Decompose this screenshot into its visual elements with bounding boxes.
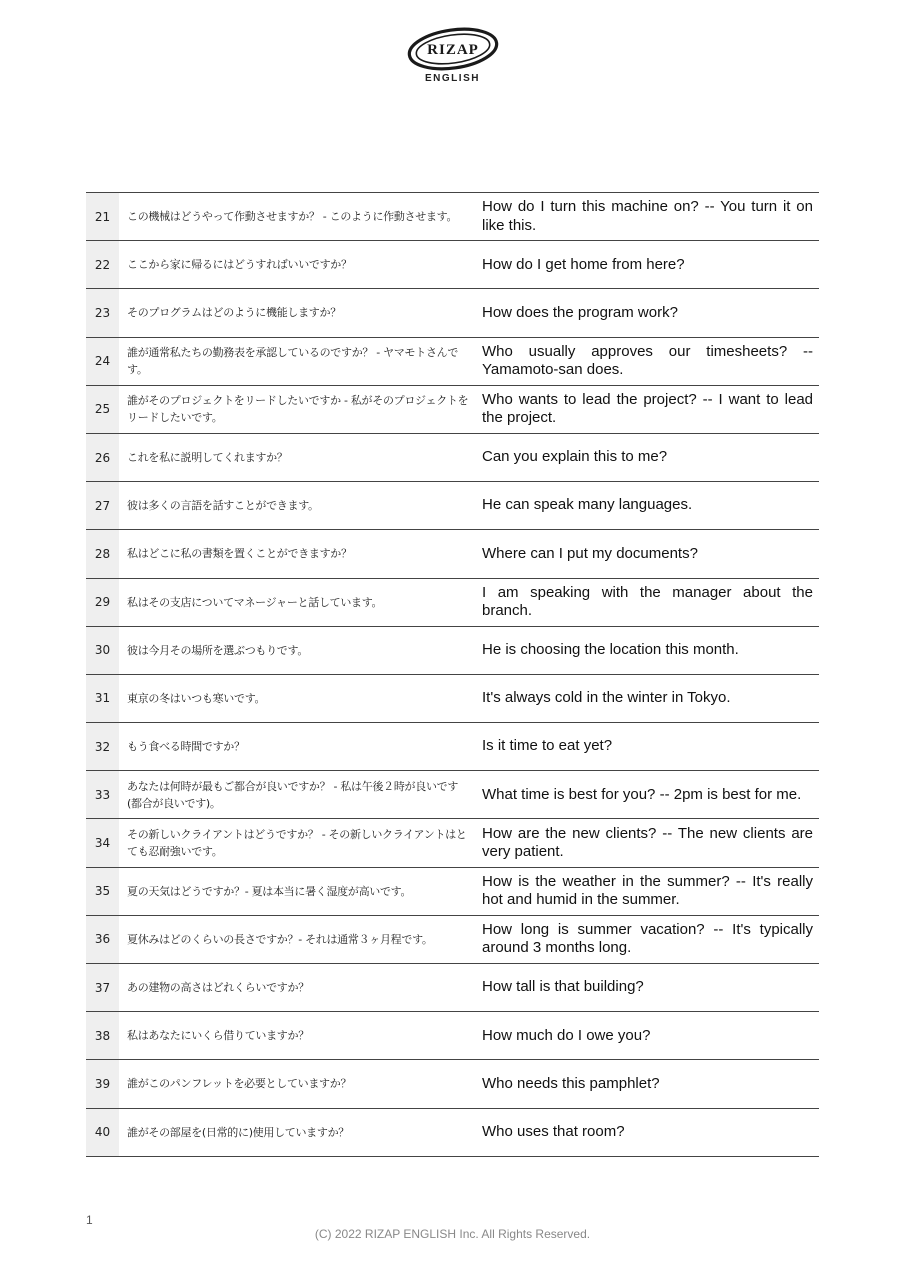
japanese-sentence: その新しいクライアントはどうですか？ - その新しいクライアントはとても忍耐強いです。 xyxy=(119,819,478,867)
table-row xyxy=(86,289,819,337)
english-sentence: Who needs this pamphlet? xyxy=(478,1060,819,1108)
english-sentence: Who wants to lead the project? -- I want to lead the project. xyxy=(478,385,819,433)
japanese-sentence: 夏休みはどのくらいの長さですか？- それは通常３ヶ月程です。 xyxy=(119,915,478,963)
phrase-table xyxy=(86,192,819,1157)
row-number: 38 xyxy=(86,1012,119,1060)
row-number: 23 xyxy=(86,289,119,337)
page-number: 1 xyxy=(86,1213,93,1227)
row-number: 27 xyxy=(86,482,119,530)
english-sentence: How do I turn this machine on? -- You turn it on like this. xyxy=(478,193,819,241)
table-row xyxy=(86,867,819,915)
row-number: 24 xyxy=(86,337,119,385)
japanese-sentence: もう食べる時間ですか？ xyxy=(119,723,478,771)
english-sentence: How much do I owe you? xyxy=(478,1012,819,1060)
phrase-table-body xyxy=(86,193,819,1157)
brand-logo xyxy=(0,26,905,84)
english-sentence: Can you explain this to me? xyxy=(478,433,819,481)
japanese-sentence: 誰がその部屋を(日常的に)使用していますか？ xyxy=(119,1108,478,1156)
table-row xyxy=(86,193,819,241)
row-number: 28 xyxy=(86,530,119,578)
table-row xyxy=(86,723,819,771)
japanese-sentence: 夏の天気はどうですか？- 夏は本当に暑く湿度が高いです。 xyxy=(119,867,478,915)
japanese-sentence: あなたは何時が最もご都合が良いですか？ - 私は午後２時が良いです(都合が良いです)。 xyxy=(119,771,478,819)
japanese-sentence: 誰がそのプロジェクトをリードしたいですか - 私がそのプロジェクトをリードしたいです。 xyxy=(119,385,478,433)
japanese-sentence: ここから家に帰るにはどうすればいいですか？ xyxy=(119,241,478,289)
table-row xyxy=(86,915,819,963)
english-sentence: How are the new clients? -- The new clients are very patient. xyxy=(478,819,819,867)
table-row xyxy=(86,964,819,1012)
japanese-sentence: 私はその支店についてマネージャーと話しています。 xyxy=(119,578,478,626)
table-row xyxy=(86,337,819,385)
japanese-sentence: そのプログラムはどのように機能しますか？ xyxy=(119,289,478,337)
japanese-sentence: 彼は今月その場所を選ぶつもりです。 xyxy=(119,626,478,674)
table-row xyxy=(86,578,819,626)
table-row xyxy=(86,771,819,819)
table-row xyxy=(86,674,819,722)
row-number: 35 xyxy=(86,867,119,915)
row-number: 40 xyxy=(86,1108,119,1156)
japanese-sentence: 私はあなたにいくら借りていますか？ xyxy=(119,1012,478,1060)
english-sentence: What time is best for you? -- 2pm is best for me. xyxy=(478,771,819,819)
row-number: 22 xyxy=(86,241,119,289)
japanese-sentence: これを私に説明してくれますか？ xyxy=(119,433,478,481)
table-row xyxy=(86,1012,819,1060)
english-sentence: He is choosing the location this month. xyxy=(478,626,819,674)
table-row xyxy=(86,385,819,433)
table-row xyxy=(86,482,819,530)
table-row xyxy=(86,819,819,867)
row-number: 26 xyxy=(86,433,119,481)
table-row xyxy=(86,626,819,674)
japanese-sentence: この機械はどうやって作動させますか？ - このように作動させます。 xyxy=(119,193,478,241)
table-row xyxy=(86,433,819,481)
table-row xyxy=(86,1108,819,1156)
row-number: 36 xyxy=(86,915,119,963)
english-sentence: I am speaking with the manager about the branch. xyxy=(478,578,819,626)
english-sentence: Where can I put my documents? xyxy=(478,530,819,578)
english-sentence: It's always cold in the winter in Tokyo. xyxy=(478,674,819,722)
row-number: 33 xyxy=(86,771,119,819)
japanese-sentence: 私はどこに私の書類を置くことができますか？ xyxy=(119,530,478,578)
japanese-sentence: 誰が通常私たちの勤務表を承認しているのですか？ - ヤマモトさんです。 xyxy=(119,337,478,385)
english-sentence: How does the program work? xyxy=(478,289,819,337)
row-number: 29 xyxy=(86,578,119,626)
english-sentence: Who usually approves our timesheets? -- Yamamoto-san does. xyxy=(478,337,819,385)
table-row xyxy=(86,530,819,578)
row-number: 32 xyxy=(86,723,119,771)
english-sentence: How long is summer vacation? -- It's typically around 3 months long. xyxy=(478,915,819,963)
japanese-sentence: 誰がこのパンフレットを必要としていますか？ xyxy=(119,1060,478,1108)
english-sentence: How is the weather in the summer? -- It's really hot and humid in the summer. xyxy=(478,867,819,915)
english-sentence: How tall is that building? xyxy=(478,964,819,1012)
japanese-sentence: 彼は多くの言語を話すことができます。 xyxy=(119,482,478,530)
row-number: 31 xyxy=(86,674,119,722)
english-sentence: Who uses that room? xyxy=(478,1108,819,1156)
japanese-sentence: あの建物の高さはどれくらいですか？ xyxy=(119,964,478,1012)
table-row xyxy=(86,241,819,289)
english-sentence: Is it time to eat yet? xyxy=(478,723,819,771)
english-sentence: He can speak many languages. xyxy=(478,482,819,530)
rizap-logo-mark xyxy=(407,26,499,72)
english-sentence: How do I get home from here? xyxy=(478,241,819,289)
row-number: 25 xyxy=(86,385,119,433)
table-row xyxy=(86,1060,819,1108)
row-number: 34 xyxy=(86,819,119,867)
row-number: 37 xyxy=(86,964,119,1012)
row-number: 39 xyxy=(86,1060,119,1108)
copyright-notice: (C) 2022 RIZAP ENGLISH Inc. All Rights Reserved. xyxy=(314,1227,591,1241)
logo-subtitle: ENGLISH xyxy=(425,73,480,84)
row-number: 21 xyxy=(86,193,119,241)
row-number: 30 xyxy=(86,626,119,674)
japanese-sentence: 東京の冬はいつも寒いです。 xyxy=(119,674,478,722)
logo-wordmark: RIZAP xyxy=(426,42,479,58)
